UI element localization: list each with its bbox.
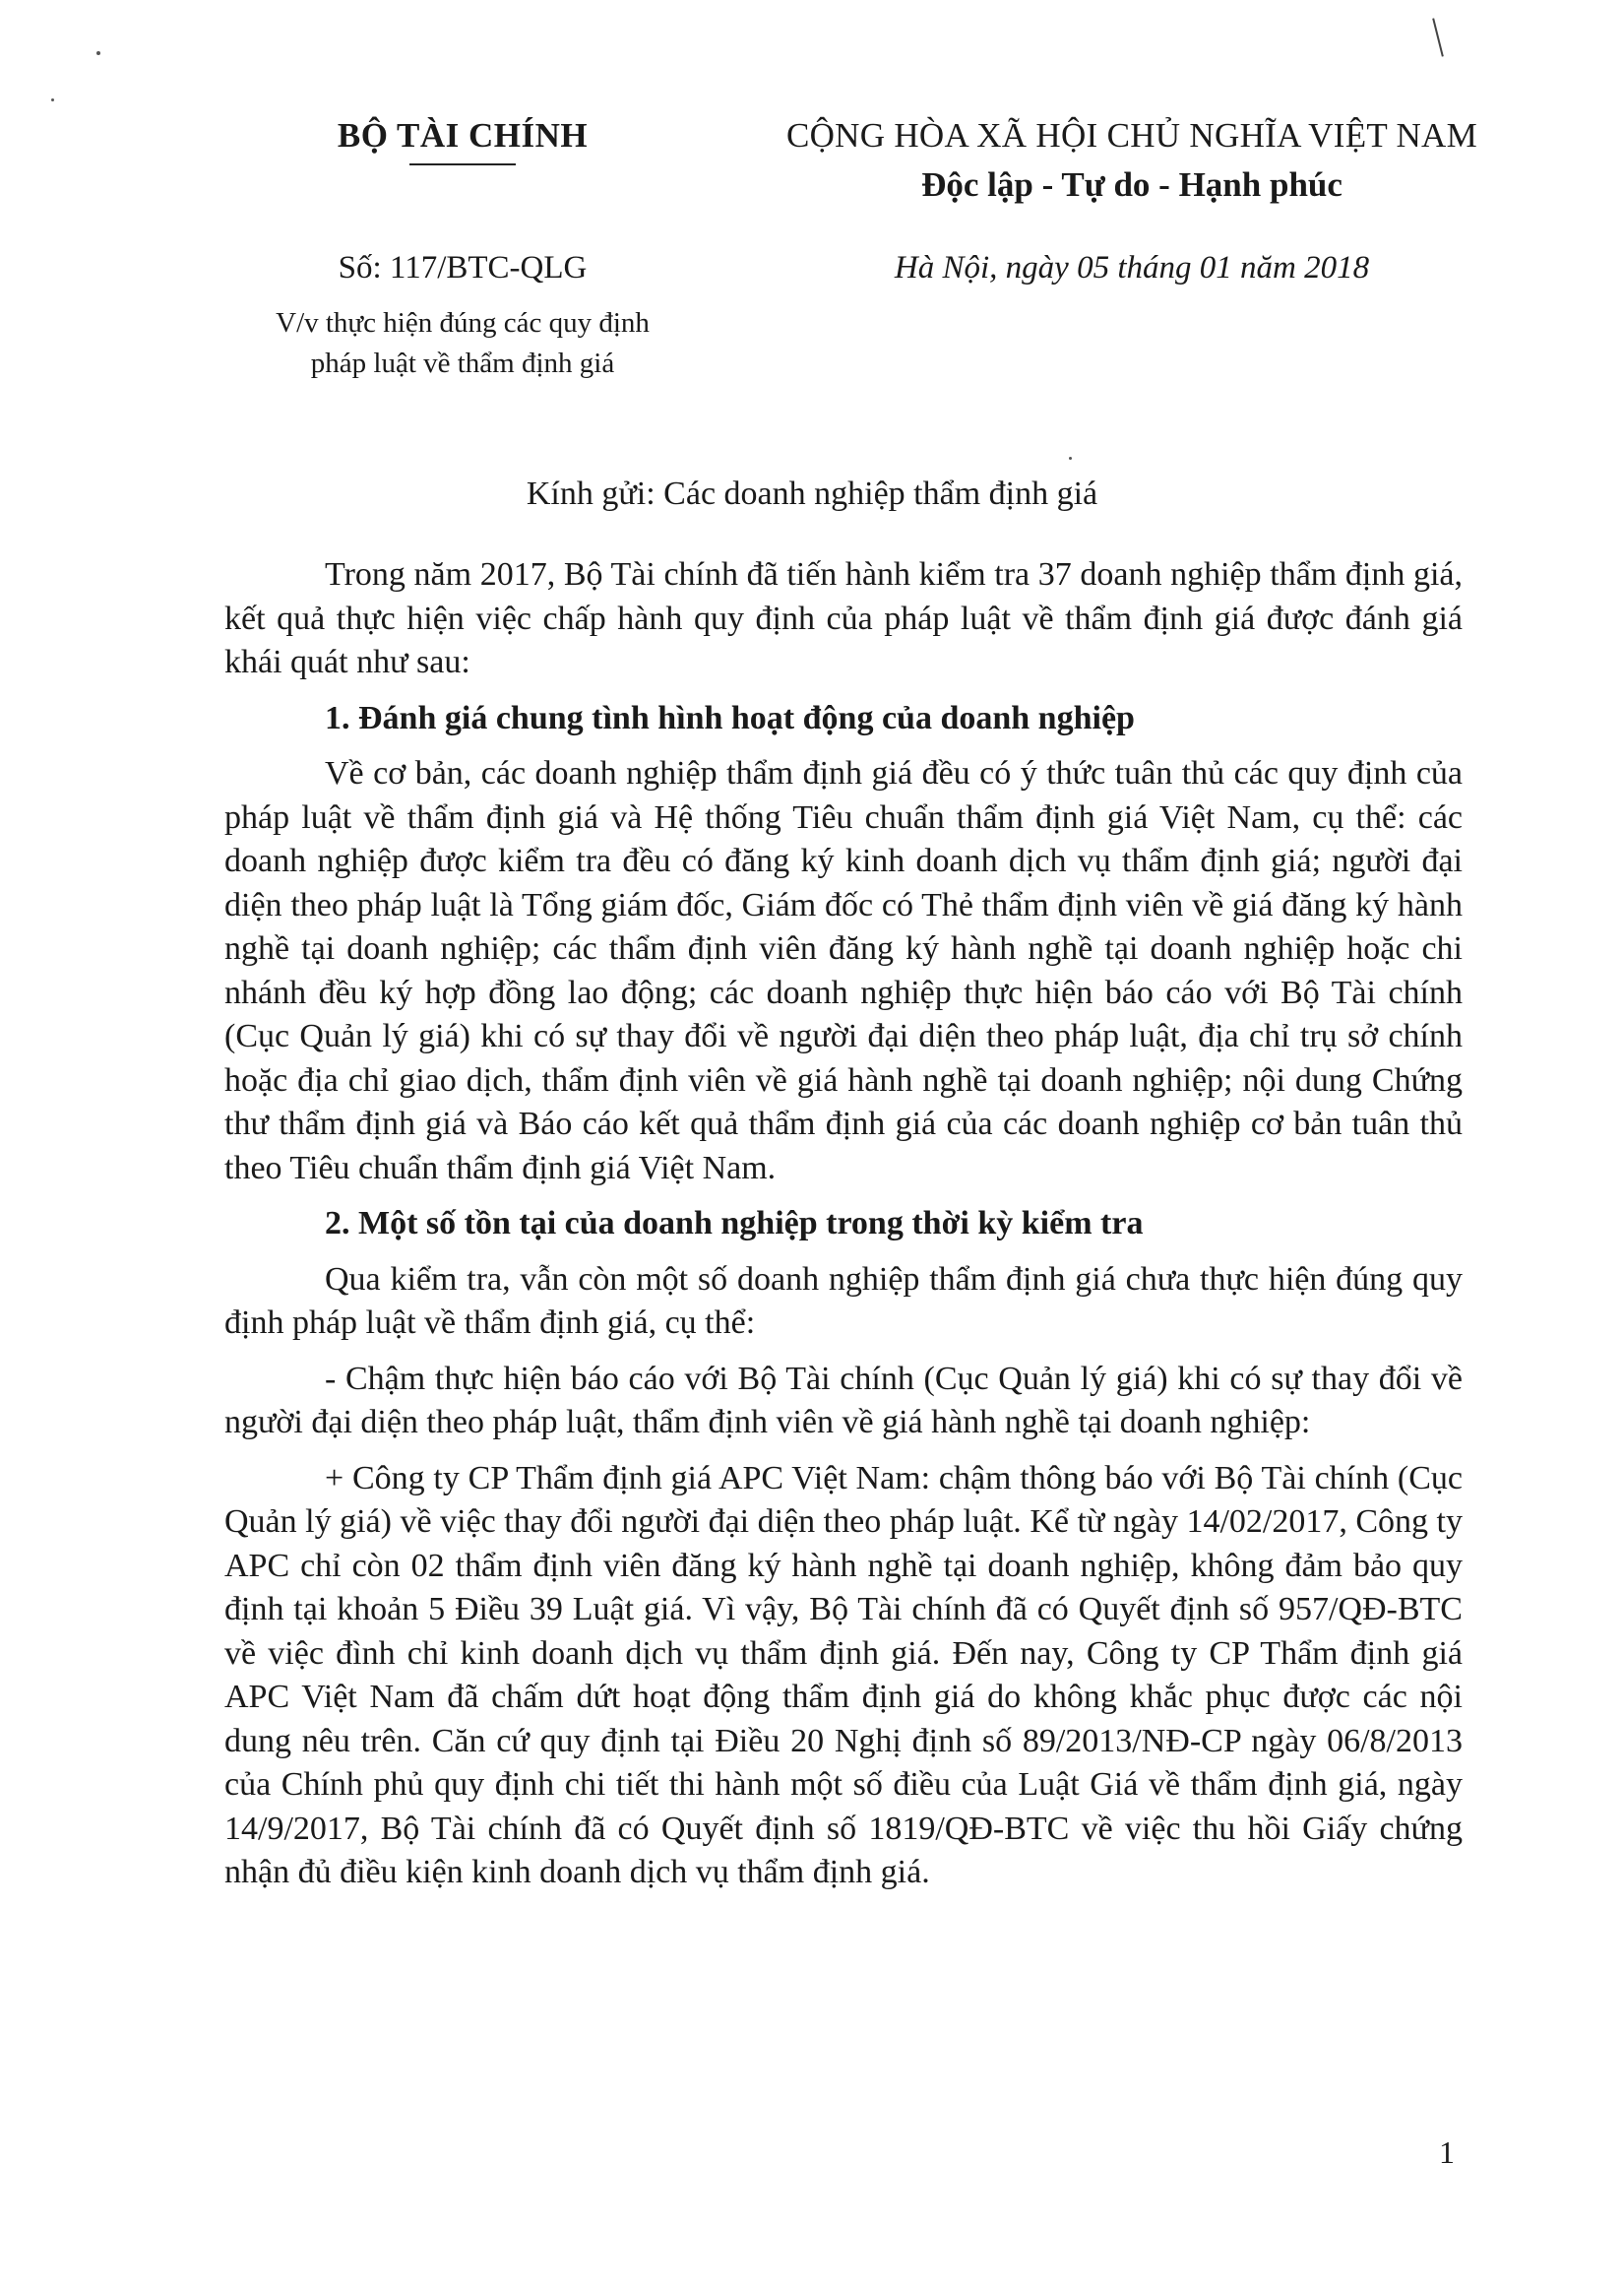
ministry-underline	[409, 163, 516, 165]
subject-line: pháp luật về thẩm định giá	[310, 348, 615, 379]
section-2-paragraph: Qua kiểm tra, vẫn còn một số doanh nghiệp thẩm định giá chưa thực hiện đúng quy định pháp luật về thẩm định giá, cụ thể:	[224, 1260, 1463, 1341]
section-heading-2: 2. Một số tồn tại của doanh nghiệp trong thời kỳ kiểm tra	[325, 1205, 1144, 1241]
page-number: 1	[1439, 2134, 1455, 2170]
letter-body	[224, 553, 1463, 1907]
scan-speck	[51, 98, 54, 101]
scan-speck	[96, 51, 100, 55]
national-motto: Độc lập - Tự do - Hạnh phúc	[921, 165, 1343, 204]
ministry-name: BỘ TÀI CHÍNH	[337, 116, 589, 155]
document-number: Số: 117/BTC-QLG	[338, 250, 588, 286]
salutation: Kính gửi: Các doanh nghiệp thẩm định giá	[526, 476, 1098, 512]
issue-item: - Chậm thực hiện báo cáo với Bộ Tài chính (Cục Quản lý giá) khi có sự thay đổi về người đại diện theo pháp luật, thẩm định viên về giá hành nghề tại doanh nghiệp:	[224, 1360, 1463, 1440]
subject-line: V/v thực hiện đúng các quy định	[276, 307, 650, 339]
section-1-paragraph: Về cơ bản, các doanh nghiệp thẩm định giá đều có ý thức tuân thủ các quy định của pháp luật về thẩm định giá và Hệ thống Tiêu chuẩn thẩm định giá Việt Nam, cụ thể: các doanh nghiệp được kiểm tra đều có đăng ký kinh doanh dịch vụ thẩm định giá; người đại diện theo pháp luật là Tổng giám đốc, Giám đốc có Thẻ thẩm định viên về giá đăng ký hành nghề tại doanh nghiệp; các thẩm định viên đăng ký hành nghề tại doanh nghiệp hoặc chi nhánh đều ký hợp đồng lao động; các doanh nghiệp thực hiện báo cáo với Bộ Tài chính (Cục Quản lý giá) khi có sự thay đổi về người đại diện theo pháp luật, địa chỉ trụ sở chính hoặc địa chỉ giao dịch, thẩm định viên về giá hành nghề tại doanh nghiệp; nội dung Chứng thư thẩm định giá và Báo cáo kết quả thẩm định giá của các doanh nghiệp cơ bản tuân thủ theo Tiêu chuẩn thẩm định giá Việt Nam.	[224, 755, 1463, 1186]
issuer-block	[246, 116, 679, 165]
scan-mark	[1432, 18, 1444, 56]
scan-speck	[1069, 457, 1072, 460]
section-heading-1: 1. Đánh giá chung tình hình hoạt động của doanh nghiệp	[325, 699, 1135, 736]
intro-paragraph: Trong năm 2017, Bộ Tài chính đã tiến hành kiểm tra 37 doanh nghiệp thẩm định giá, kết quả thực hiện việc chấp hành quy định của pháp luật về thẩm định giá được đánh giá khái quát như sau:	[224, 556, 1463, 680]
national-header	[728, 116, 1535, 205]
place-and-date: Hà Nội, ngày 05 tháng 01 năm 2018	[894, 250, 1370, 286]
issue-detail: + Công ty CP Thẩm định giá APC Việt Nam: chậm thông báo với Bộ Tài chính (Cục Quản lý giá) về việc thay đổi người đại diện theo pháp luật. Kể từ ngày 14/02/2017, Công ty APC chỉ còn 02 thẩm định viên đăng ký hành nghề tại doanh nghiệp, không đảm bảo quy định tại khoản 5 Điều 39 Luật giá. Vì vậy, Bộ Tài chính đã có Quyết định số 957/QĐ-BTC về việc đình chỉ kinh doanh dịch vụ thẩm định giá. Đến nay, Công ty CP Thẩm định giá APC Việt Nam đã chấm dứt hoạt động thẩm định giá do không khắc phục được các nội dung nêu trên. Căn cứ quy định tại Điều 20 Nghị định số 89/2013/NĐ-CP ngày 06/8/2013 của Chính phủ quy định chi tiết thi hành một số điều của Luật Giá về thẩm định giá, ngày 14/9/2017, Bộ Tài chính đã có Quyết định số 1819/QĐ-BTC về việc thu hồi Giấy chứng nhận đủ điều kiện kinh doanh dịch vụ thẩm định giá.	[224, 1459, 1463, 1890]
republic-name: CỘNG HÒA XÃ HỘI CHỦ NGHĨA VIỆT NAM	[785, 116, 1478, 155]
document-subject	[226, 303, 699, 384]
